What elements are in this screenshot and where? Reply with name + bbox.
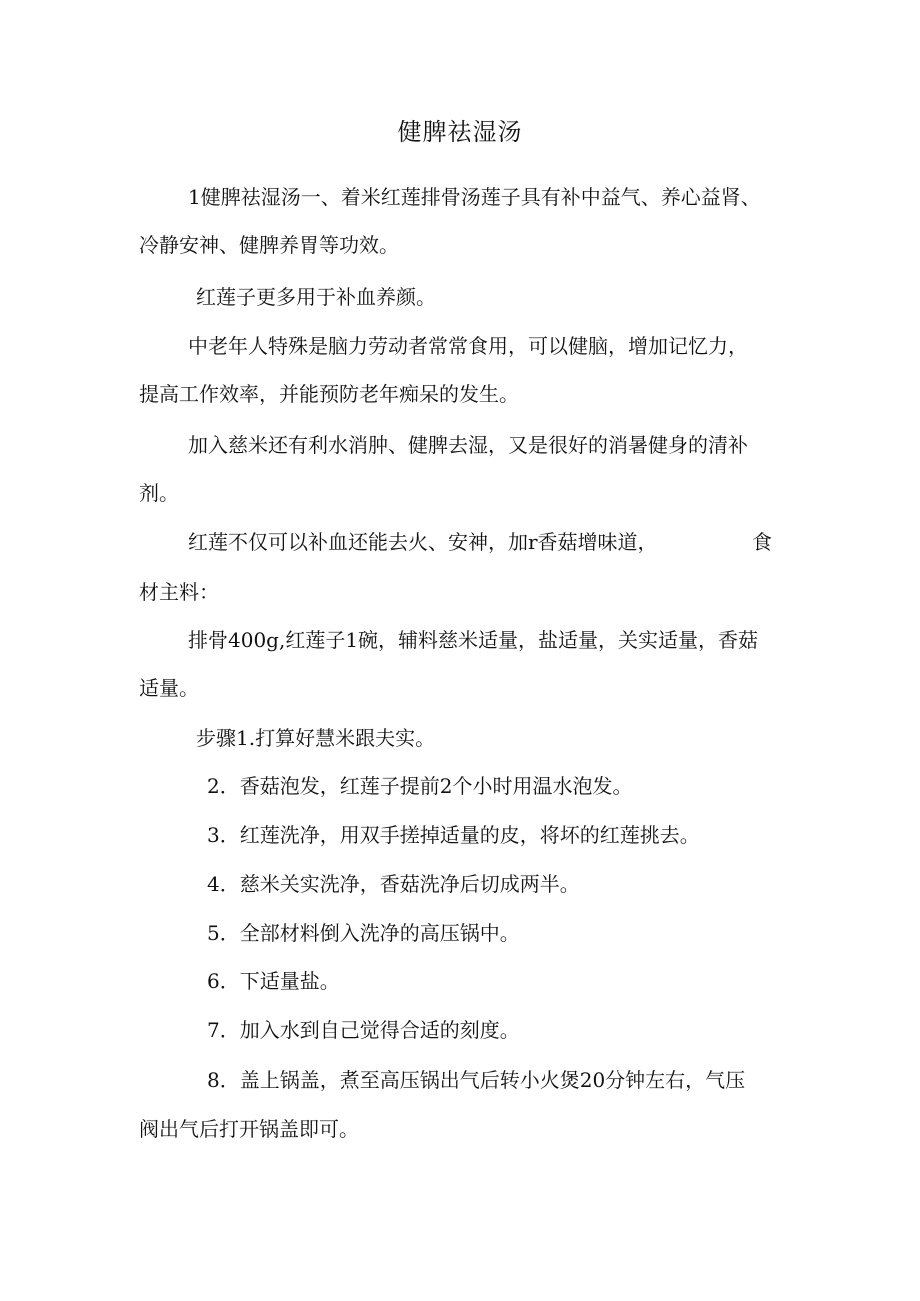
step-line: 8．盖上锅盖，煮至高压锅出气后转小火煲20分钟左右，气压 [207, 1068, 746, 1092]
paragraph-line: 1健脾祛湿汤一、着米红莲排骨汤莲子具有补中益气、养心益肾、 [188, 185, 761, 209]
paragraph-line: 食 [752, 530, 772, 554]
paragraph-line: 剂。 [139, 481, 179, 505]
paragraph-line: 冷静安神、健脾养胃等功效。 [139, 233, 399, 257]
paragraph-line: 适量。 [139, 676, 199, 700]
step-line: 阀出气后打开锅盖即可。 [139, 1117, 359, 1141]
step-line: 3．红莲洗净，用双手搓掉适量的皮，将坏的红莲挑去。 [207, 823, 700, 847]
paragraph-line: 材主料： [139, 580, 219, 604]
step-line: 7．加入水到自己觉得合适的刻度。 [207, 1018, 520, 1042]
paragraph-line: 红莲子更多用于补血养颜。 [196, 285, 436, 309]
paragraph-line: 加入慈米还有利水消肿、健脾去湿，又是很好的消暑健身的清补 [188, 433, 748, 457]
step-line: 2．香菇泡发，红莲子提前2个小时用温水泡发。 [207, 774, 633, 798]
paragraph-line: 排骨400g,红莲子1碗，辅料慈米适量，盐适量，关实适量，香菇 [188, 628, 759, 652]
paragraph-line: 红莲不仅可以补血还能去火、安神，加r香菇增味道， [188, 530, 658, 554]
step-line: 步骤1.打算好慧米跟夫实。 [196, 726, 436, 750]
step-line: 4．慈米关实洗净，香菇洗净后切成两半。 [207, 872, 580, 896]
document-title: 健脾祛湿汤 [397, 118, 523, 146]
paragraph-line: 提高工作效率，并能预防老年痴呆的发生。 [139, 382, 519, 406]
step-line: 6．下适量盐。 [207, 969, 340, 993]
paragraph-line: 中老年人特殊是脑力劳动者常常食用，可以健脑，增加记忆力， [188, 334, 748, 358]
step-line: 5．全部材料倒入洗净的高压锅中。 [207, 921, 520, 945]
